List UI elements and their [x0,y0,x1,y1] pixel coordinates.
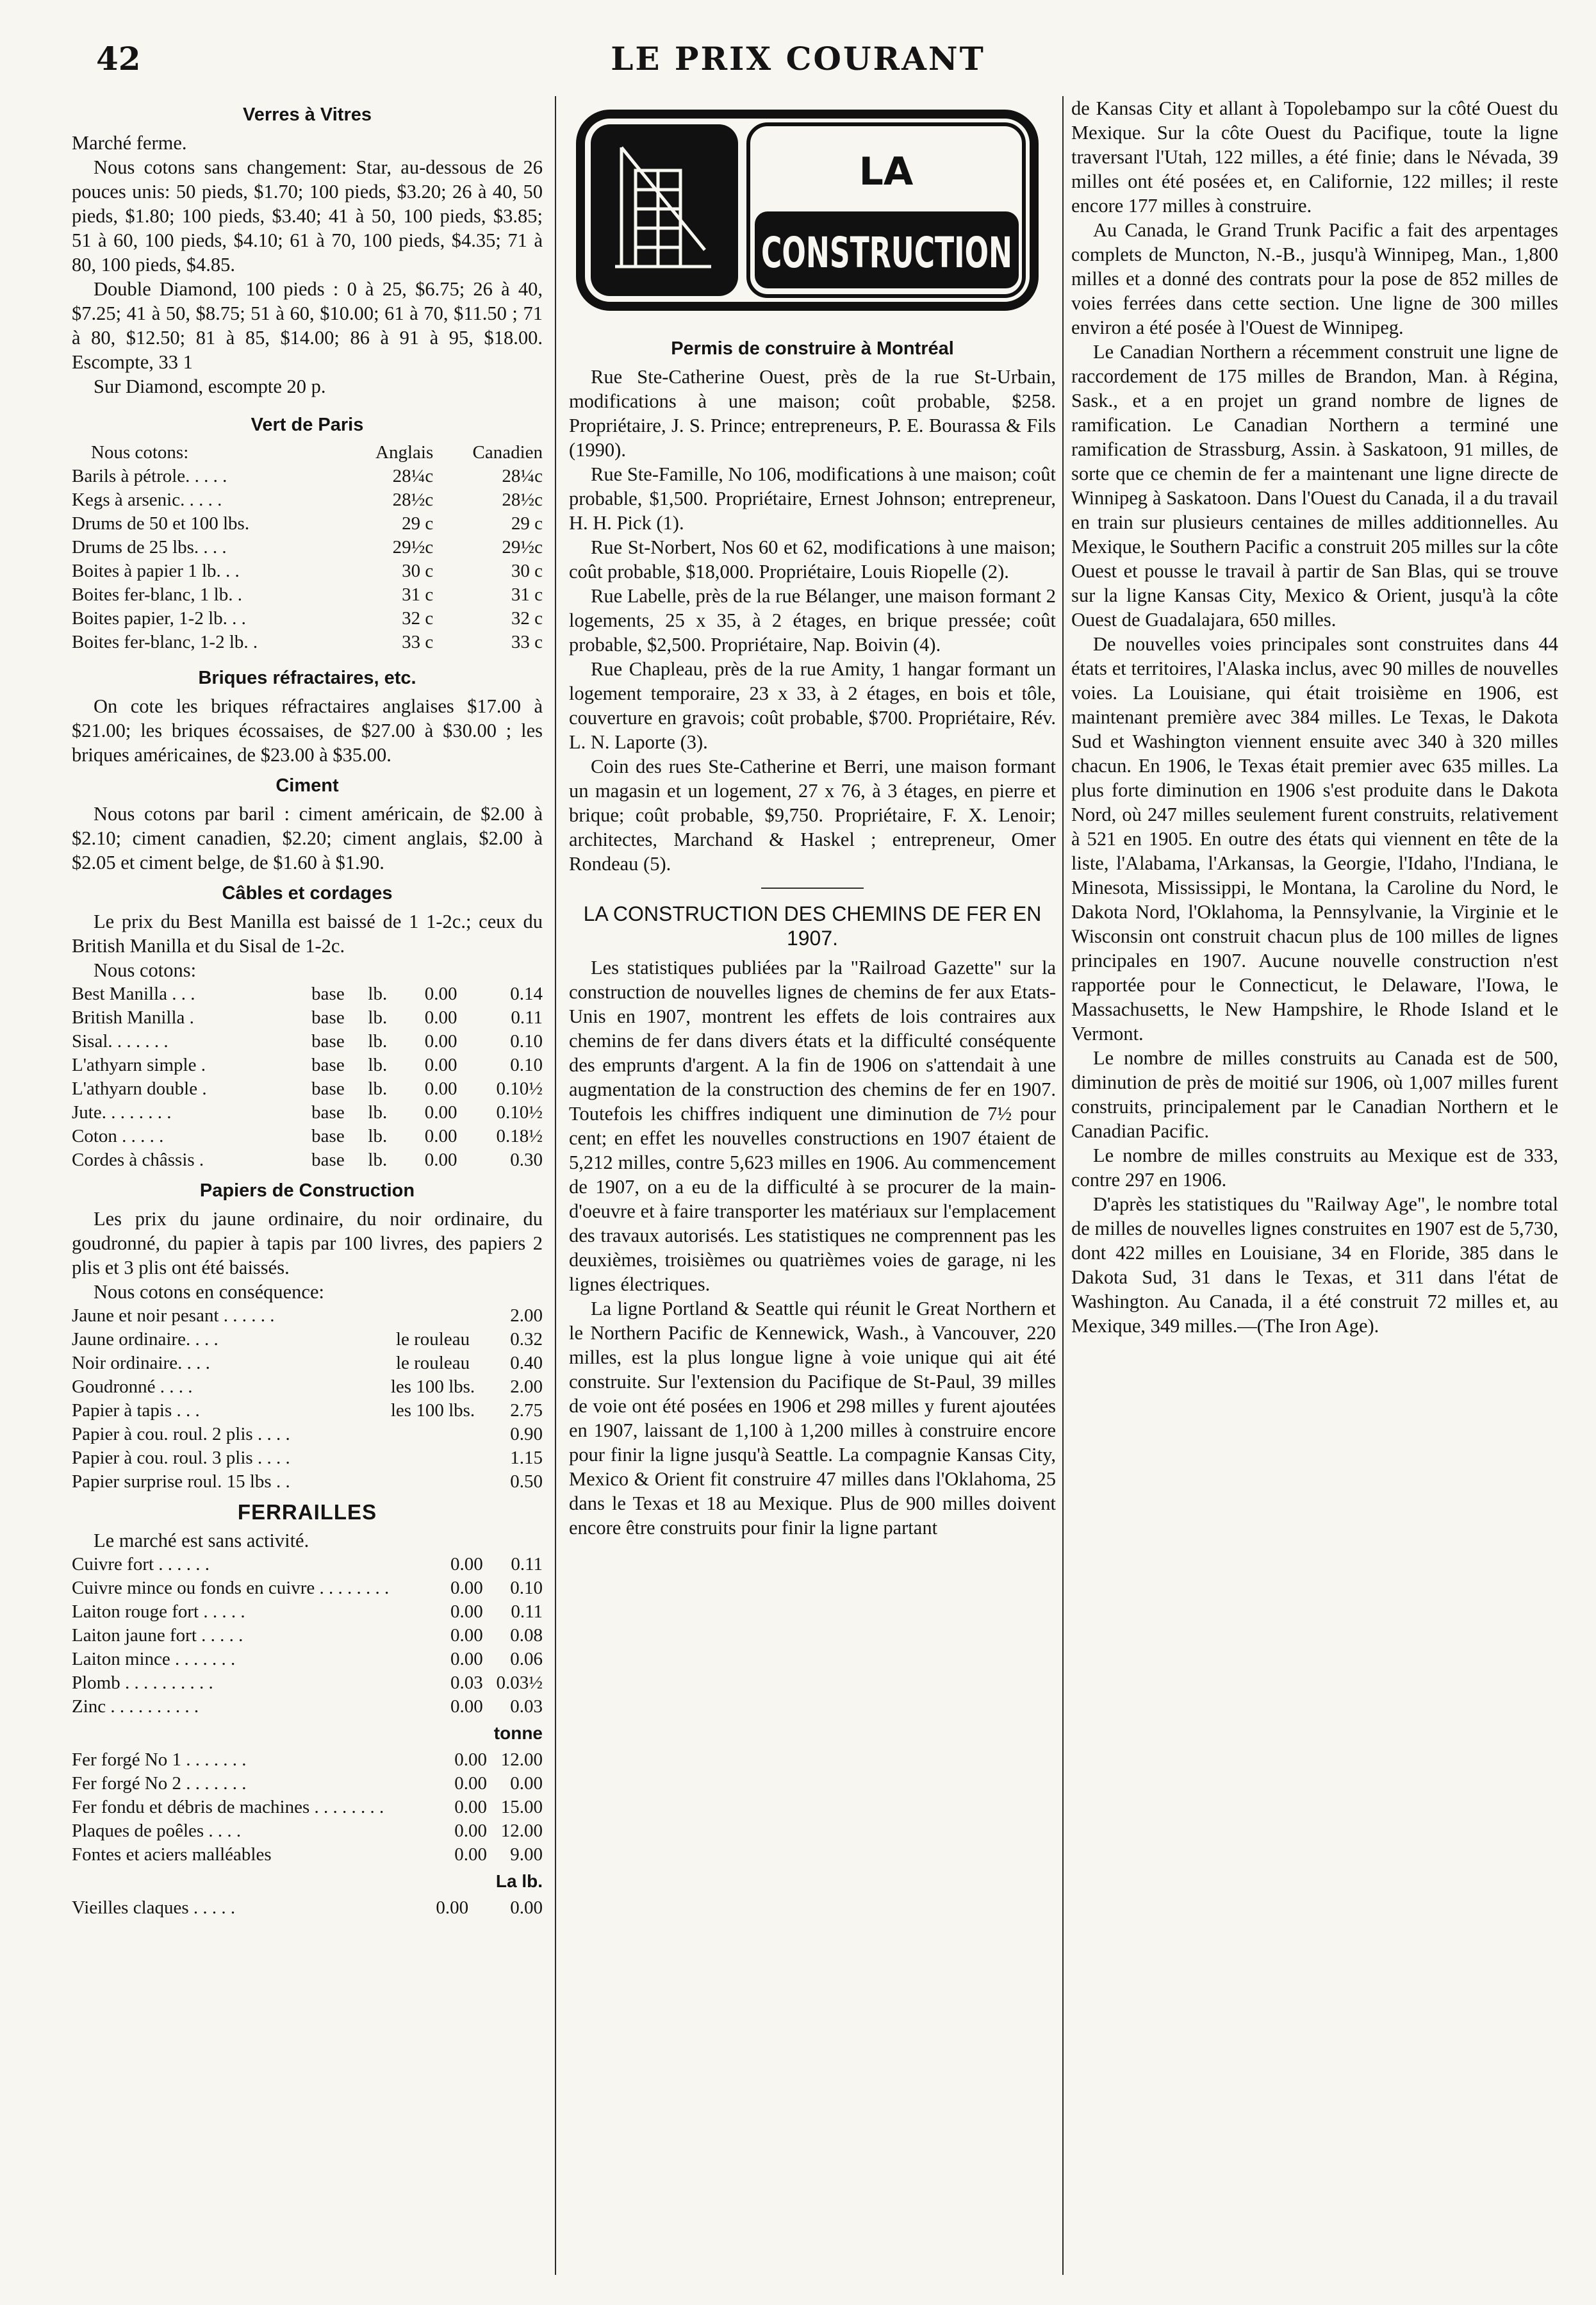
price-cell: 2.75 [510,1400,543,1421]
price-cell: 0.00 [454,1797,488,1817]
unit-cell [371,1446,491,1470]
item-cell: Kegs à arsenic. . . . . [72,490,222,510]
table-row [72,488,543,512]
price-cell: 0.03½ [496,1673,543,1693]
table-row [72,1772,543,1796]
unit-cell: lb. [368,1102,388,1123]
unit-label-lb: La lb. [495,1871,543,1891]
price-cell: 0.00 [450,1696,483,1717]
base-cell: base [311,1150,345,1170]
item-cell: Sisal. . . . . . . [72,1031,169,1052]
price-cell: 0.00 [424,1150,457,1170]
price-cell: 0.00 [424,1055,457,1075]
section-title-verres: Verres à Vitres [242,104,372,125]
table-row [72,982,543,1006]
base-cell: base [311,1055,345,1075]
base-cell: base [311,1007,345,1028]
ferrailles-table [72,1553,543,1719]
unit-cell: lb. [368,1078,388,1099]
item-cell: Boites fer-blanc, 1 lb. . [72,584,242,605]
paragraph: Marché ferme. [72,132,187,154]
table-row [72,1648,543,1671]
paragraph: Le Canadian Northern a récemment construit une ligne de raccordement de 175 milles de Brandon, Man. à Régina, Sask., et a en projet un grand nombre de lignes de ramification. Le Canadian Northern a terminé une ramification de Strassburg, Assin. à Saskatoon, 91 milles, de sorte que ce chemin de fer a maintenant une ligne directe de Winnipeg à Saskatoon. Dans l'Ouest du Canada, il a du travail en train sur plusieurs centaines de milles additionnelles. Au Mexique, le Southern Pacific a construit 205 milles sur la côte Ouest et pousse le travail à partir de San Blas, qui se trouve sur la ligne Kansas City, Mexico & Orient, jusqu'à la côte Ouest de Guadalajara, 650 milles. [1071,341,1558,631]
item-cell: British Manilla . [72,1007,194,1028]
table-header-row [72,441,543,465]
unit-cell: lb. [368,1126,388,1146]
unit-cell: lb. [368,1031,388,1052]
price-cell: 29 c [511,513,543,534]
section-title-papiers: Papiers de Construction [199,1180,415,1201]
paragraph: Au Canada, le Grand Trunk Pacific a fait des arpentages complets de Muncton, N.-B., jusqu'à Winnipeg, Man., 1,800 milles et a donné des contrats pour la pose de 852 milles de voies ferrées dans cette section. Une ligne de 300 milles environ a été posée à l'Ouest de Winnipeg. [1071,219,1558,338]
price-cell: 32 c [402,608,434,629]
price-cell: 0.10 [510,1031,543,1052]
unit-cell: lb. [368,984,388,1004]
price-cell: 0.32 [510,1329,543,1350]
price-cell: 0.00 [436,1897,469,1918]
price-cell: 28¼c [392,466,434,486]
item-cell: Boites à papier 1 lb. . . [72,561,240,581]
table-row [72,1600,543,1624]
item-cell: Goudronné . . . . [72,1376,193,1397]
table-row [72,1423,543,1446]
table-row [72,1843,543,1867]
item-cell: Jute. . . . . . . . [72,1102,172,1123]
item-cell: Drums de 50 et 100 lbs. [72,513,250,534]
item-cell: Best Manilla . . . [72,984,195,1004]
price-cell: 0.10½ [496,1102,543,1123]
price-cell: 0.00 [454,1749,488,1770]
price-cell: 0.08 [510,1625,543,1646]
article-title-chemins: LA CONSTRUCTION DES CHEMINS DE FER EN 1907. [583,902,1042,950]
table-row [72,1125,543,1148]
unit-cell: les 100 lbs. [390,1376,475,1397]
paragraph: Le nombre de milles construits au Canada est de 500, diminution de près de moitié sur 1906, où 1,007 milles furent construits, principalement par le Canadian Northern et le Canadian Pacific. [1071,1047,1558,1142]
item-cell: Cuivre mince ou fonds en cuivre . . . . . . . . [72,1578,390,1598]
unit-cell: les 100 lbs. [390,1400,475,1421]
item-cell: Plaques de poêles . . . . [72,1821,242,1841]
table-header-cell: Nous cotons: [91,442,189,463]
table-row [72,1671,543,1695]
la-construction-logo [577,109,1038,314]
price-cell: 9.00 [510,1844,543,1865]
base-cell: base [311,1078,345,1099]
item-cell: Zinc . . . . . . . . . . [72,1696,199,1717]
price-cell: 0.40 [510,1353,543,1373]
price-cell: 0.18½ [496,1126,543,1146]
paragraph: De nouvelles voies principales sont construites dans 44 états et territoires, l'Alaska inclus, avec 90 milles de nouvelles voies. La Louisiane, qui était troisième en 1906, est maintenant première avec 384 milles. Le Texas, le Dakota Sud et Washington viennent ensuite avec 340 à 320 milles chacun. En 1906, le Texas était premier avec 635 milles. La plus forte diminution en 1906 s'est produite dans le Dakota Nord, où 247 milles seulement furent construits, relativement à 521 en 1905. En outre des états qui viennent en tête de la liste, l'Alabama, l'Arkansas, la Georgie, l'Idaho, l'Indiana, le Minesota, Mississippi, le Montana, la Caroline du Nord, le Dakota Nord, l'Oklahoma, la Pennsylvanie, la Virginie et le Wisconsin ont construit chacun plus de 100 milles de lignes principales en 1907. Aucune nouvelle construction n'est rapportée pour le Connecticut, le Delaware, l'Iowa, le Massachusetts, le New Hampshire, le Rhode Island et le Vermont. [1071,633,1558,1045]
price-cell: 0.10½ [496,1078,543,1099]
item-cell: Boites papier, 1-2 lb. . . [72,608,246,629]
item-cell: L'athyarn double . [72,1078,207,1099]
price-cell: 33 c [511,632,543,652]
price-cell: 0.00 [424,984,457,1004]
paragraph: Nous cotons: [94,959,197,981]
item-cell: Plomb . . . . . . . . . . [72,1673,213,1693]
table-row [72,559,543,583]
unit-cell: le rouleau [395,1353,470,1373]
price-cell: 0.00 [424,1031,457,1052]
paragraph: La ligne Portland & Seattle qui réunit le Great Northern et le Northern Pacific de Kennewick, Wash., à Vancouver, 220 milles, est la plus longue ligne à voie unique qui ait été construite. Sur l'extension du Pacifique de St-Paul, 39 milles de voie ont été posées en 1906 et 298 milles y furent ajoutées en 1907, laissant de 1,100 à 1,200 milles à construire encore pour finir la ligne jusqu'à Seattle. La compagnie Kansas City, Mexico & Orient fit construire 47 milles dans l'Oklahoma, 25 dans le Texas et 18 au Mexique. Plus de 900 milles doivent encore être construits pour finir la ligne partant [569,1298,1056,1539]
price-cell: 0.00 [454,1773,488,1794]
price-cell: 0.00 [424,1007,457,1028]
base-cell: base [311,1126,345,1146]
paragraph: Nous cotons sans changement: Star, au-dessous de 26 pouces unis: 50 pieds, $1.70; 100 pieds, $3.20; 26 à 40, 50 pieds, $1.80; 100 pieds, $3.40; 41 à 50, 100 pieds, $3.85; 51 à 60, 100 pieds, $4.10; 61 à 70, 100 pieds, $4.35; 71 à 80, 100 pieds, $4.85. [72,156,543,276]
table-row [72,607,543,631]
price-cell: 29 c [402,513,434,534]
item-cell: Papier à cou. roul. 2 plis . . . . [72,1424,290,1444]
permit-entry: Rue St-Norbert, Nos 60 et 62, modifications à une maison; coût probable, $18,000. Propriétaire, Louis Riopelle (2). [569,536,1056,582]
item-cell: Drums de 25 lbs. . . . [72,537,227,558]
price-cell: 0.00 [424,1102,457,1123]
paragraph: Le prix du Best Manilla est baissé de 1 1-2c.; ceux du British Manilla et du Sisal de 1-2c. [72,911,543,957]
table-row [72,1695,543,1719]
unit-cell [371,1423,491,1446]
item-cell: Fer forgé No 2 . . . . . . . [72,1773,247,1794]
table-row [72,1819,543,1843]
price-cell: 0.11 [511,1007,543,1028]
price-cell: 33 c [402,632,434,652]
column-rule-right [1062,96,1064,2275]
price-cell: 30 c [511,561,543,581]
price-cell: 0.00 [424,1126,457,1146]
price-cell: 2.00 [510,1376,543,1397]
table-row [72,1576,543,1600]
table-row [72,1077,543,1101]
vert-de-paris-table [72,441,543,654]
ferrailles-lb-table [72,1896,543,1920]
item-cell: Cuivre fort . . . . . . [72,1554,210,1574]
price-cell: 0.03 [510,1696,543,1717]
table-row [72,1446,543,1470]
price-cell: 31 c [402,584,434,605]
permit-entry: Coin des rues Ste-Catherine et Berri, une maison formant un magasin et un logement, 27 x 76, à 3 étages, en pierre et brique; coût probable, $9,750. Propriétaire, F. X. Lenoir; architectes, Marchand & Haskel ; entrepreneur, Omer Rondeau (5). [569,756,1056,875]
unit-cell [371,1470,491,1494]
price-cell: 0.00 [454,1844,488,1865]
section-title-ferrailles: FERRAILLES [237,1500,377,1524]
table-row [72,1148,543,1172]
item-cell: Papier surprise roul. 15 lbs . . [72,1471,290,1492]
price-cell: 0.00 [510,1897,543,1918]
column-construction [569,96,1056,1540]
table-row [72,512,543,536]
price-cell: 0.10 [510,1578,543,1598]
permit-entry: Rue Ste-Catherine Ouest, près de la rue St-Urbain, modifications à une maison; coût probable, $258. Propriétaire, J. S. Prince; entrepreneurs, P. E. Bourassa & Fils (1990). [569,366,1056,461]
table-row [72,1796,543,1819]
paragraph: de Kansas City et allant à Topolebampo sur la côté Ouest du Mexique. Sur la côte Ouest du Pacifique, toute la ligne traversant l'Utah, 122 milles, a été finie; dans le Névada, 39 milles ont été posées et, en Californie, 122 milles; il reste encore 177 milles à construire. [1071,97,1558,217]
price-cell: 0.00 [454,1821,488,1841]
logo-word-la: LA [859,149,914,194]
table-row [72,465,543,488]
table-row [72,1304,543,1328]
item-cell: Fer forgé No 1 . . . . . . . [72,1749,247,1770]
price-cell: 0.00 [450,1578,483,1598]
price-cell: 0.14 [510,984,543,1004]
table-header-cell: Anglais [375,442,434,463]
unit-cell: le rouleau [395,1329,470,1350]
price-cell: 32 c [511,608,543,629]
unit-cell: lb. [368,1055,388,1075]
permit-entry: Rue Labelle, près de la rue Bélanger, une maison formant 2 logements, 25 x 35, à 2 étages, en brique pressée; coût probable, $2,500. Propriétaire, Nap. Boivin (4). [569,585,1056,656]
page-number: 42 [96,40,141,78]
section-title-ciment: Ciment [276,775,339,796]
price-cell: 0.10 [510,1055,543,1075]
permit-entry: Rue Chapleau, près de la rue Amity, 1 hangar formant un logement temporaire, 23 x 33, à 2 étages, en bois et tôle, couverture en gravois; coût probable, $700. Propriétaire, Rév. L. N. Laporte (3). [569,658,1056,753]
table-row [72,1748,543,1772]
section-title-permis: Permis de construire à Montréal [671,338,954,359]
price-cell: 0.11 [511,1554,543,1574]
table-row [72,1624,543,1648]
column-article-continued [1071,96,1558,1338]
table-row [72,1101,543,1125]
price-cell: 0.00 [450,1649,483,1669]
item-cell: Fontes et aciers malléables [72,1844,272,1865]
papiers-table [72,1304,543,1494]
price-cell: 30 c [402,561,434,581]
base-cell: base [311,984,345,1004]
price-cell: 0.00 [450,1554,483,1574]
item-cell: Fer fondu et débris de machines . . . . . . . . [72,1797,384,1817]
price-cell: 31 c [511,584,543,605]
table-row [72,1351,543,1375]
price-cell: 28½c [502,490,543,510]
table-row [72,1053,543,1077]
item-cell: Boites fer-blanc, 1-2 lb. . [72,632,258,652]
section-title-vert: Vert de Paris [251,415,364,435]
item-cell: Coton . . . . . [72,1126,164,1146]
paragraph: Le marché est sans activité. [94,1530,309,1551]
item-cell: Laiton mince . . . . . . . [72,1649,236,1669]
price-cell: 0.50 [510,1471,543,1492]
section-title-cables: Câbles et cordages [222,883,393,904]
unit-cell [371,1304,491,1328]
item-cell: Vieilles claques . . . . . [72,1897,236,1918]
paragraph: Les statistiques publiées par la "Railroad Gazette" sur la construction de nouvelles lignes de chemins de fer aux Etats-Unis en 1907, montrent les effets de lois contraires aux chemins de fer dans divers états et la difficulté conséquente des emprunts d'argent. A la fin de 1906 on s'attendait à une augmentation de la construction des chemins de fer en 1907. Toutefois les chiffres indiquent une diminution de 7½ pour cent; en effet les nouvelles constructions en 1907 étaient de 5,212 milles, contre 5,623 milles en 1906. Au commencement de 1907, on a eu de la difficulté à se procurer de la main-d'oeuvre et à faire transporter les matériaux sur l'emplacement des travaux autorisés. Les statistiques ne comprennent pas les deuxièmes, troisièmes ou quatrièmes voies de garage, ni les lignes électriques. [569,957,1056,1295]
unit-cell: lb. [368,1150,388,1170]
price-cell: 29½c [502,537,543,558]
item-cell: Cordes à châssis . [72,1150,204,1170]
item-cell: Noir ordinaire. . . . [72,1353,210,1373]
table-header-cell: Canadien [472,442,543,463]
item-cell: Papier à tapis . . . [72,1400,200,1421]
column-rule-left [555,96,556,2275]
price-cell: 0.00 [424,1078,457,1099]
unit-cell: lb. [368,1007,388,1028]
price-cell: 12.00 [500,1821,543,1841]
section-divider [761,888,864,889]
item-cell: L'athyarn simple . [72,1055,206,1075]
price-cell: 0.03 [450,1673,483,1693]
price-cell: 2.00 [510,1305,543,1326]
paragraph: Nous cotons par baril : ciment américain, de $2.00 à $2.10; ciment canadien, $2.20; ciment anglais, $2.00 à $2.05 et ciment belge, de $1.60 à $1.90. [72,803,543,873]
ferrailles-tonne-table [72,1748,543,1867]
table-row [72,1006,543,1030]
journal-title: LE PRIX COURANT [611,40,985,78]
price-cell: 0.00 [450,1625,483,1646]
item-cell: Laiton rouge fort . . . . . [72,1601,245,1622]
price-cell: 0.30 [510,1150,543,1170]
paragraph: Double Diamond, 100 pieds : 0 à 25, $6.75; 26 à 40, $7.25; 41 à 50, $8.75; 51 à 60, $10.00; 61 à 70, $11.50 ; 71 à 80, $12.50; 81 à 85, $14.00; 86 à 91 à 95, $18.00. Escompte, 33 1 [72,278,543,373]
section-title-briques: Briques réfractaires, etc. [198,668,416,688]
paragraph: Le nombre de milles construits au Mexique est de 333, contre 297 en 1906. [1071,1144,1558,1191]
price-cell: 0.11 [511,1601,543,1622]
price-cell: 15.00 [500,1797,543,1817]
price-cell: 0.00 [510,1773,543,1794]
table-row [72,1553,543,1576]
table-row [72,536,543,559]
price-cell: 0.00 [450,1601,483,1622]
item-cell: Jaune et noir pesant . . . . . . [72,1305,275,1326]
paragraph: Les prix du jaune ordinaire, du noir ordinaire, du goudronné, du papier à tapis par 100 livres, des papiers 2 plis et 3 plis ont été baissés. [72,1208,543,1278]
unit-label-tonne: tonne [493,1723,543,1743]
table-row [72,1399,543,1423]
price-cell: 28¼c [502,466,543,486]
table-row [72,583,543,607]
item-cell: Barils à pétrole. . . . . [72,466,227,486]
table-row [72,1896,543,1920]
price-cell: 1.15 [510,1448,543,1468]
permit-entry: Rue Ste-Famille, No 106, modifications à une maison; coût probable, $1,500. Propriétaire, Ernest Johnson; entrepreneur, H. H. Pick (1). [569,463,1056,534]
table-row [72,1470,543,1494]
price-cell: 29½c [392,537,434,558]
table-row [72,1375,543,1399]
page-header [0,0,1596,83]
price-cell: 28½c [392,490,434,510]
logo-word-construction: CONSTRUCTION [761,228,1012,277]
paragraph: Nous cotons en conséquence: [94,1281,324,1303]
base-cell: base [311,1031,345,1052]
table-row [72,1328,543,1351]
item-cell: Laiton jaune fort . . . . . [72,1625,243,1646]
column-prices [72,96,543,1920]
table-row [72,1030,543,1053]
price-cell: 0.06 [510,1649,543,1669]
paragraph: D'après les statistiques du "Railway Age", le nombre total de milles de nouvelles lignes construites en 1907 est de 5,730, dont 422 milles en Louisiane, 34 en Floride, 385 dans le Dakota Sud, 31 dans le Texas, et 311 dans l'état de Washington. Au Canada, il a été construit 72 milles et, au Mexique, 349 milles.—(The Iron Age). [1071,1193,1558,1337]
price-cell: 0.90 [510,1424,543,1444]
cables-table [72,982,543,1172]
item-cell: Jaune ordinaire. . . . [72,1329,218,1350]
paragraph: On cote les briques réfractaires anglaises $17.00 à $21.00; les briques écossaises, de $27.00 à $30.00 ; les briques américaines, de $23.00 à $35.00. [72,695,543,766]
table-row [72,631,543,654]
base-cell: base [311,1102,345,1123]
price-cell: 12.00 [500,1749,543,1770]
paragraph: Sur Diamond, escompte 20 p. [94,376,326,397]
item-cell: Papier à cou. roul. 3 plis . . . . [72,1448,290,1468]
